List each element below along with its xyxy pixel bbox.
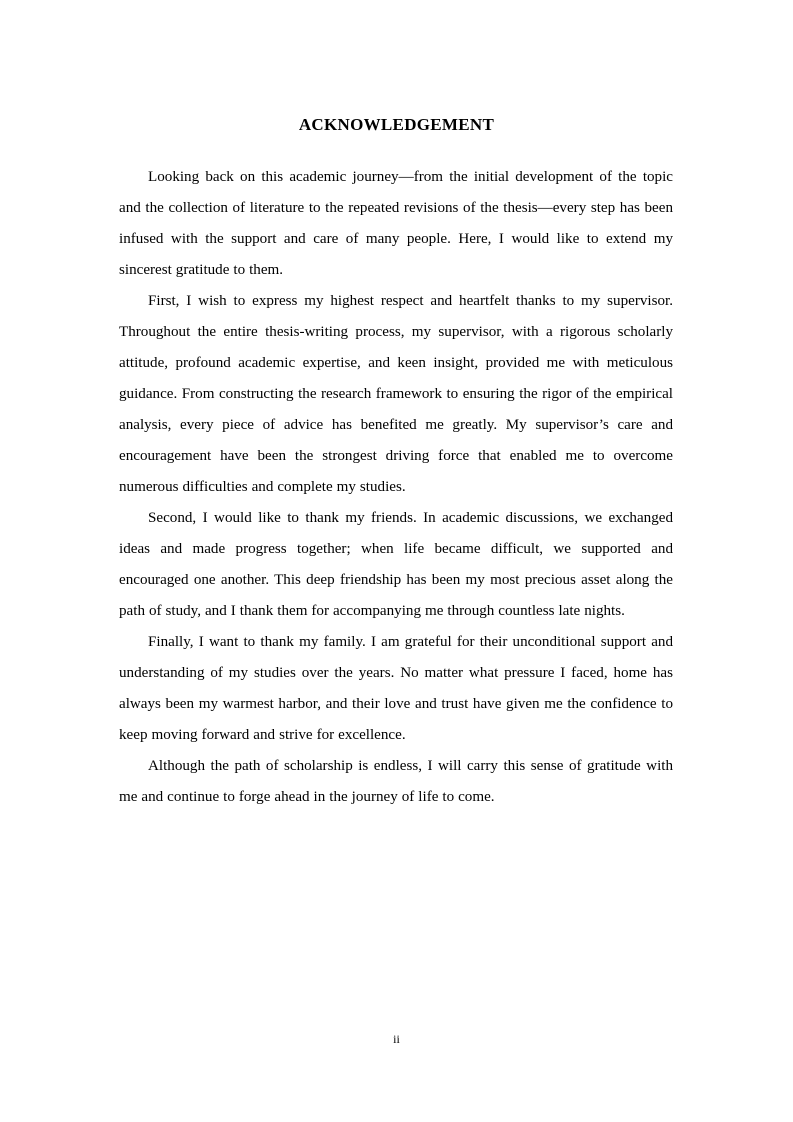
paragraph: Although the path of scholarship is endless, I will carry this sense of gratitude with me and continue to forge ahead in the journey of life to come. [119,758,673,805]
page-number: ii [393,1032,400,1046]
document-body [119,162,673,813]
paragraph: Looking back on this academic journey—from the initial development of the topic and the collection of literature to the repeated revisions of the thesis—every step has been infused with the support and care of many people. Here, I would like to extend my sincerest gratitude to them. [119,169,673,278]
paragraph: First, I wish to express my highest respect and heartfelt thanks to my supervisor. Throughout the entire thesis-writing process, my supervisor, with a rigorous scholarly attitude, profound academic expertise, and keen insight, provided me with meticulous guidance. From constructing the research framework to ensuring the rigor of the empirical analysis, every piece of advice has benefited me greatly. My supervisor’s care and encouragement have been the strongest driving force that enabled me to overcome numerous difficulties and complete my studies. [119,293,673,495]
paragraph: Second, I would like to thank my friends. In academic discussions, we exchanged ideas and made progress together; when life became difficult, we supported and encouraged one another. This deep friendship has been my most precious asset along the path of study, and I thank them for accompanying me through countless late nights. [119,510,673,619]
paragraph: Finally, I want to thank my family. I am grateful for their unconditional support and understanding of my studies over the years. No matter what pressure I faced, home has always been my warmest harbor, and their love and trust have given me the confidence to keep moving forward and strive for excellence. [119,634,673,743]
page-title: ACKNOWLEDGEMENT [298,115,495,135]
